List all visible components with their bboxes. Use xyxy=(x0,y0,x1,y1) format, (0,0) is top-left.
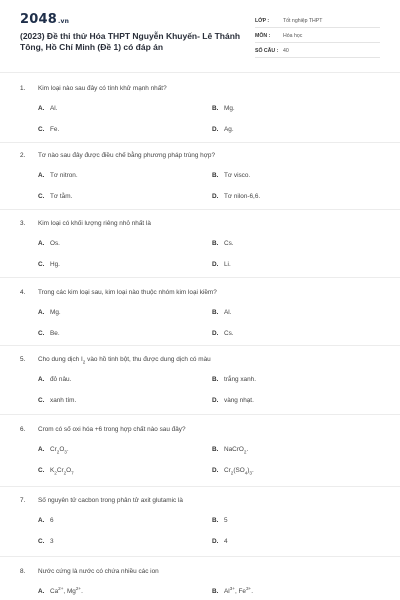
option-d[interactable]: D. 4 xyxy=(212,538,228,545)
option-b[interactable]: B. $Al^{3+}$, $Fe^{3+}$. xyxy=(212,585,253,595)
option-b[interactable]: B. Mg. xyxy=(212,105,235,112)
option-c[interactable]: C. $K_2Cr_2O_7$ xyxy=(38,467,74,476)
option-a[interactable]: A. $Cr_2O_3$. xyxy=(38,446,69,455)
question-text: Crom có số oxi hóa +6 trong hợp chất nào sau đây? xyxy=(38,426,186,433)
option-a[interactable]: A. Os. xyxy=(38,240,60,247)
option-c[interactable]: C. Hg. xyxy=(38,261,60,268)
option-c[interactable]: C. Be. xyxy=(38,330,60,337)
divider xyxy=(0,72,400,73)
option-a[interactable]: A. $Ca^{2+}$, $Mg^{2+}$. xyxy=(38,585,83,595)
question-number: 6. xyxy=(20,426,26,433)
question-text: Tơ nào sau đây được điều chế bằng phương pháp trùng hợp? xyxy=(38,152,216,159)
option-b[interactable]: B. 5 xyxy=(212,517,228,524)
question-text: Kim loại nào sau đây có tính khử mạnh nhất? xyxy=(38,85,167,92)
question-number: 4. xyxy=(20,289,26,296)
question-number: 2. xyxy=(20,152,26,159)
option-b[interactable]: B. trắng xanh. xyxy=(212,376,256,383)
site-logo[interactable]: 2048.vn xyxy=(20,12,70,27)
option-b[interactable]: B. Al. xyxy=(212,309,232,316)
divider xyxy=(0,414,400,415)
option-d[interactable]: D. $Cr_2(SO_4)_3$. xyxy=(212,467,254,476)
option-d[interactable]: D. Cs. xyxy=(212,330,234,337)
question-text: Kim loại có khối lượng riêng nhỏ nhất là xyxy=(38,220,151,227)
meta-subject: MÔN : Hóa học xyxy=(255,31,380,43)
question-number: 7. xyxy=(20,497,26,504)
document-title: (2023) Đề thi thử Hóa THPT Nguyễn Khuyến- Lê Thánh Tông, Hồ Chí Minh (Đề 1) có đáp án xyxy=(20,31,241,52)
divider xyxy=(0,486,400,487)
option-a[interactable]: A. Mg. xyxy=(38,309,61,316)
document-header xyxy=(0,0,400,68)
option-b[interactable]: B. Tơ visco. xyxy=(212,172,251,179)
option-b[interactable]: B. Cs. xyxy=(212,240,234,247)
option-c[interactable]: C. Fe. xyxy=(38,126,60,133)
option-a[interactable]: A. đỏ nâu. xyxy=(38,376,72,383)
option-d[interactable]: D. Ag. xyxy=(212,126,234,133)
divider xyxy=(0,277,400,278)
question-number: 1. xyxy=(20,85,26,92)
question-text: Số nguyên tử cacbon trong phân tử axit glutamic là xyxy=(38,497,183,504)
question-number: 8. xyxy=(20,568,26,575)
divider xyxy=(0,209,400,210)
meta-class: LỚP : Tốt nghiệp THPT xyxy=(255,16,380,28)
divider xyxy=(0,142,400,143)
meta-question-count: SỐ CÂU : 40 xyxy=(255,46,380,58)
question-text: Cho dung dịch $I_2$ vào hồ tinh bột, thu được dung dịch có màu xyxy=(38,356,211,365)
option-c[interactable]: C. 3 xyxy=(38,538,54,545)
option-b[interactable]: B. NaCrO$_2$. xyxy=(212,446,249,455)
option-c[interactable]: C. Tơ tằm. xyxy=(38,193,73,200)
divider xyxy=(0,556,400,557)
option-d[interactable]: D. vàng nhạt. xyxy=(212,397,254,404)
question-number: 5. xyxy=(20,356,26,363)
divider xyxy=(0,345,400,346)
option-c[interactable]: C. xanh tím. xyxy=(38,397,77,404)
option-a[interactable]: A. Al. xyxy=(38,105,58,112)
option-d[interactable]: D. Li. xyxy=(212,261,231,268)
question-text: Nước cứng là nước có chứa nhiều các ion xyxy=(38,568,159,575)
option-a[interactable]: A. 6 xyxy=(38,517,54,524)
question-text: Trong các kim loại sau, kim loại nào thuộc nhóm kim loại kiềm? xyxy=(38,289,217,296)
option-a[interactable]: A. Tơ nitron. xyxy=(38,172,78,179)
question-number: 3. xyxy=(20,220,26,227)
option-d[interactable]: D. Tơ nilon-6,6. xyxy=(212,193,261,200)
